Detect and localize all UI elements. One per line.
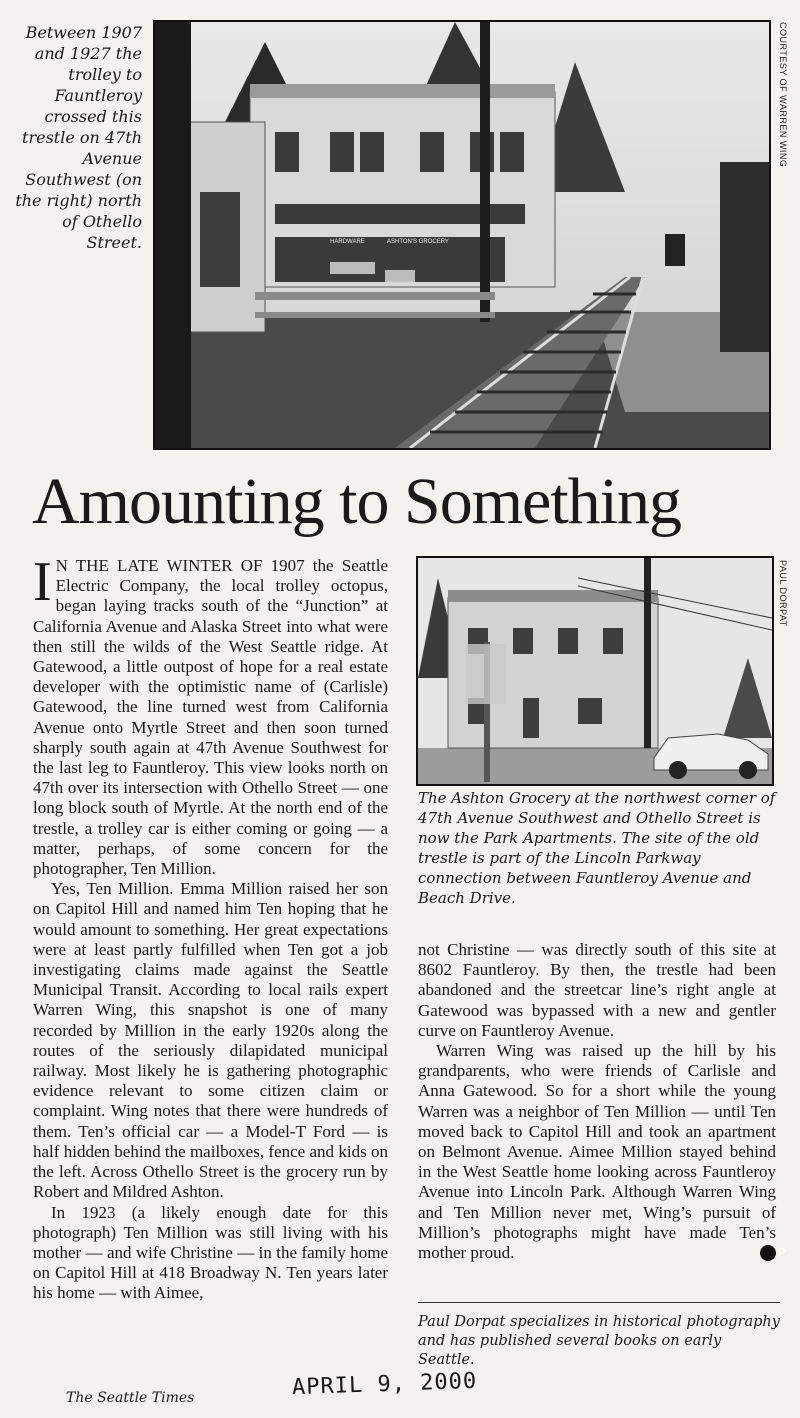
right-photo-credit: PAUL DORPAT xyxy=(778,560,788,627)
paragraph-1-text: N THE LATE WINTER OF 1907 the Seattle Electric Company, the local trolley octopus, began laying tracks south of the “Junction” at California Avenue and Alaska Street into what were then still the wilds of the West Seattle ridge. At Gatewood, a little outpost of hope for a real estate developer with the optimistic name of (Carlisle) Gatewood, the line turned west from California Avenue onto Myrtle Street and then soon turned sharply south again at 47th Avenue Southwest for the last leg to Fauntleroy. This view looks north on 47th over its intersection with Othello Street — one long block south of Myrtle. At the north end of the trestle, a trolley car is either coming or going — a matter, perhaps, of some concern for the photographer, Ten Million. xyxy=(33,556,388,879)
modern-apartments-photo xyxy=(416,556,774,786)
article-paragraph-1 xyxy=(33,551,388,879)
top-photo-caption: Between 1907 and 1927 the trolley to Fauntleroy crossed this trestle on 47th Avenue Southwest (on the right) north of Othello Street. xyxy=(15,23,142,252)
article-paragraph-3-continued: not Christine — was directly south of this site at 8602 Fauntleroy. By then, the trestle had been abandoned and the streetcar line’s right angle at Gatewood was bypassed with a new and gentler curve on Fauntleroy Avenue. xyxy=(418,940,776,1040)
article-paragraph-3: In 1923 (a likely enough date for this photograph) Ten Million was still living with his mother — and wife Christine — in the family home on Capitol Hill at 418 Broadway N. Ten years later his home — with Aimee, xyxy=(33,1202,388,1303)
grocery-sign: ASHTON'S GROCERY xyxy=(387,239,449,245)
right-photo-caption: The Ashton Grocery at the northwest corner of 47th Avenue Southwest and Othello Street is now the Park Apartments. The site of the old trestle is part of the Lincoln Parkway connection between Fauntleroy Avenue and Beach Drive. xyxy=(418,789,776,907)
article-paragraph-2: Yes, Ten Million. Emma Million raised her son on Capitol Hill and named him Ten hoping that he would amount to something. Her great expectations were at least partly fulfilled when Ten got a job investigating claims made against the Seattle Municipal Transit. According to local rails expert Warren Wing, this snapshot is one of many recorded by Million in the early 1920s along the routes of the seriously dilapidated municipal railway. Most likely he is gathering photographic evidence relevant to some citizen claim or complaint. Wing notes that there were hundreds of them. Ten’s official car — a Model-T Ford — is half hidden behind the mailboxes, fence and kids on the left. Across Othello Street is the grocery run by Robert and Mildred Ashton. xyxy=(33,879,388,1202)
hardware-sign: HARDWARE xyxy=(330,239,365,245)
handwritten-date: APRIL 9, 2000 xyxy=(291,1368,478,1401)
historic-trolley-photo xyxy=(153,20,771,450)
drop-cap: I xyxy=(33,551,52,613)
article-paragraph-4 xyxy=(418,1041,786,1263)
article-column-left xyxy=(33,551,388,1304)
end-mark-icon: P xyxy=(760,1245,776,1261)
article-headline: Amounting to Something xyxy=(32,465,682,538)
modern-photo-illustration xyxy=(418,558,772,784)
top-photo-credit: COURTESY OF WARREN WING xyxy=(778,22,788,168)
publication-name: The Seattle Times xyxy=(66,1390,195,1406)
author-bio: Paul Dorpat specializes in historical photography and has published several books on early Seattle. xyxy=(418,1302,780,1370)
paragraph-4-text: Warren Wing was raised up the hill by his grandparents, who were friends of Carlisle and Anna Gatewood. So for a short while the young Warren was a neighbor of Ten Million — until Ten moved back to Capitol Hill and took an apartment on Belmont Avenue. Aimee Million stayed behind in the West Seattle home looking across Fauntleroy Avenue into Lincoln Park. Although Warren Wing and Ten Million never met, Wing’s pursuit of Million’s photographs might have made Ten’s mother proud. xyxy=(418,1041,776,1263)
historic-photo-illustration xyxy=(155,22,769,448)
article-column-right xyxy=(418,940,786,1263)
